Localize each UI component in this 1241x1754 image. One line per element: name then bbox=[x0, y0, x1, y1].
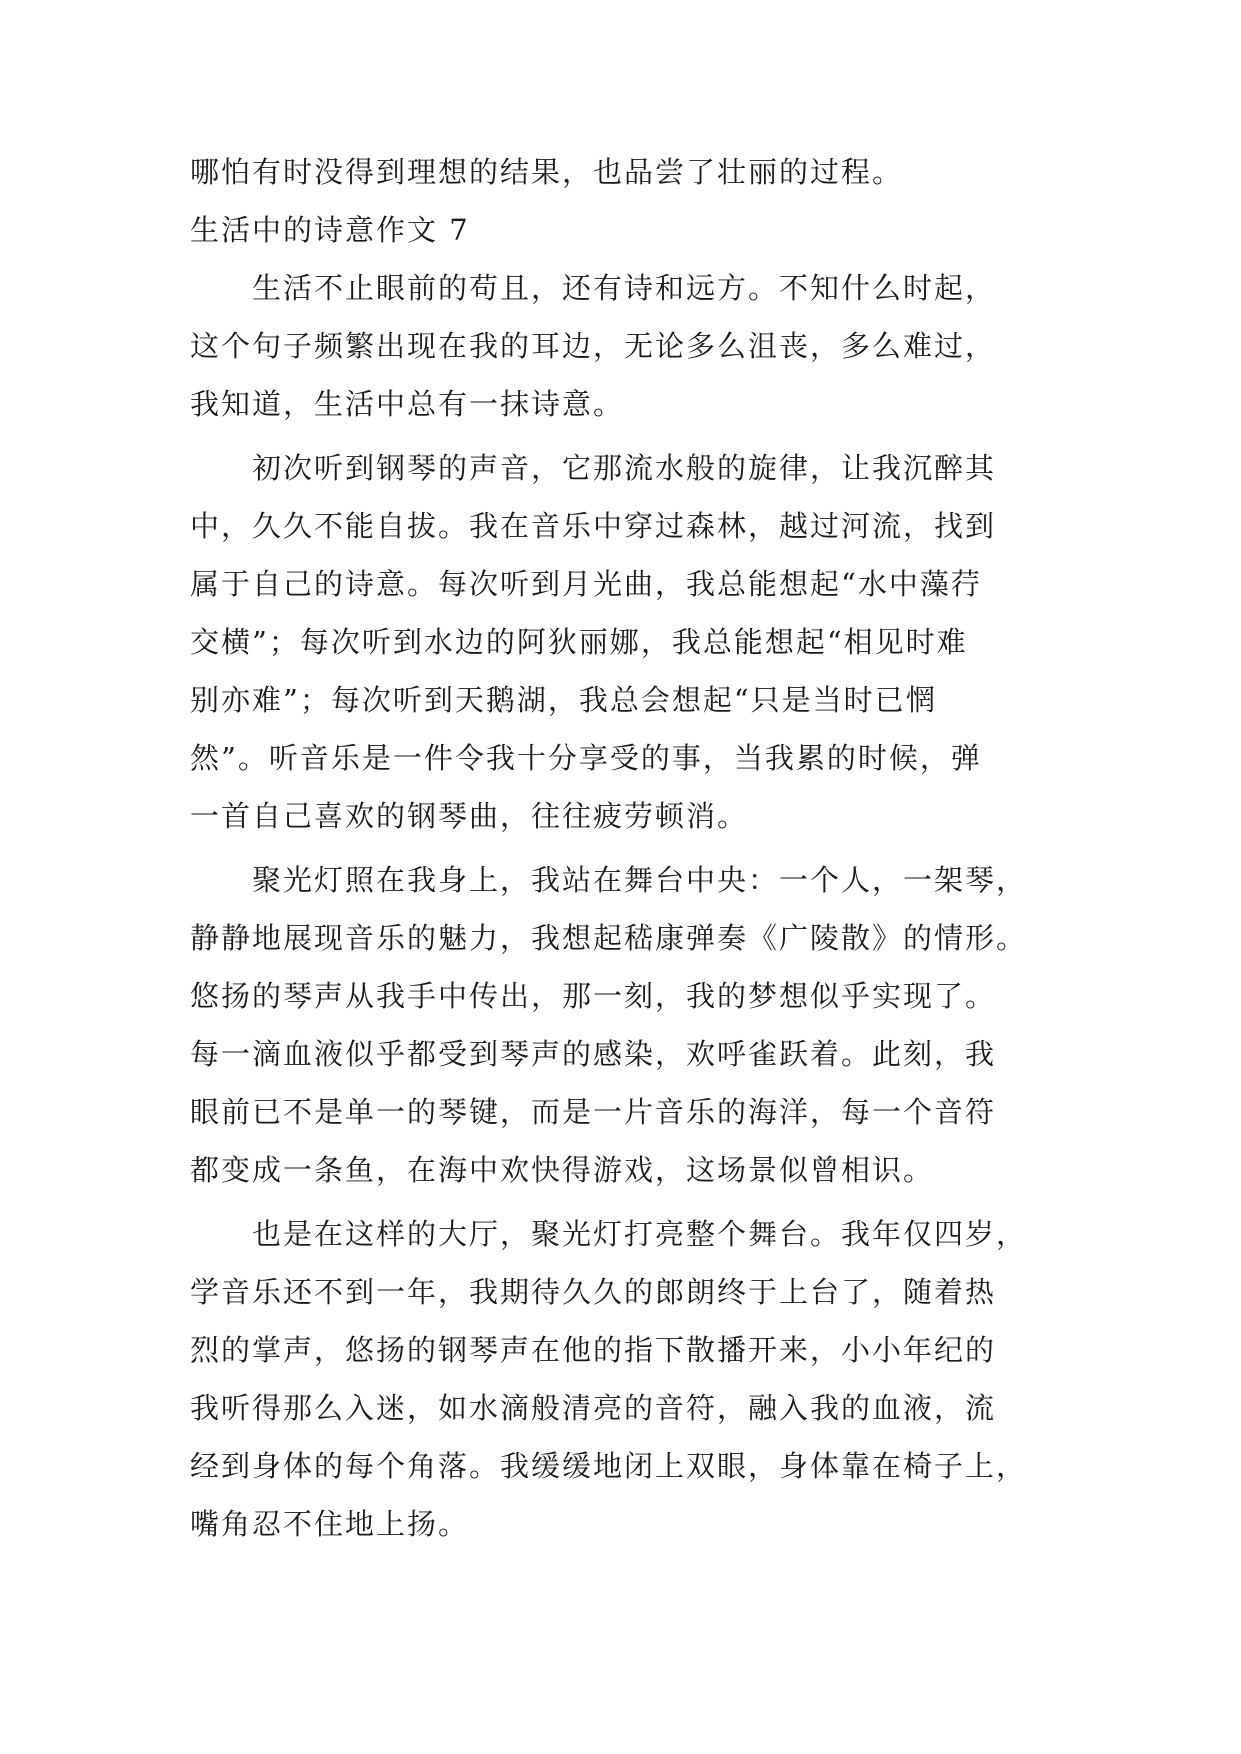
text-line: 烈的掌声，悠扬的钢琴声在他的指下散播开来，小小年纪的 bbox=[190, 1333, 997, 1367]
text-line: 悠扬的琴声从我手中传出，那一刻，我的梦想似乎实现了。 bbox=[190, 979, 997, 1013]
text-line: 交横”；每次听到水边的阿狄丽娜，我总能想起“相见时难 bbox=[190, 625, 968, 659]
text-line: 每一滴血液似乎都受到琴声的感染，欢呼雀跃着。此刻，我 bbox=[190, 1037, 997, 1071]
text-line: 中，久久不能自拔。我在音乐中穿过森林，越过河流，找到 bbox=[190, 509, 997, 543]
text-line: 也是在这样的大厅，聚光灯打亮整个舞台。我年仅四岁， bbox=[252, 1217, 1028, 1251]
text-line: 静静地展现音乐的魅力，我想起嵇康弹奏《广陵散》的情形。 bbox=[190, 921, 1028, 955]
text-line: 眼前已不是单一的琴键，而是一片音乐的海洋，每一个音符 bbox=[190, 1095, 997, 1129]
text-line: 我知道，生活中总有一抹诗意。 bbox=[190, 387, 625, 421]
text-line: 我听得那么入迷，如水滴般清亮的音符，融入我的血液，流 bbox=[190, 1391, 997, 1425]
text-line: 属于自己的诗意。每次听到月光曲，我总能想起“水中藻荇 bbox=[190, 567, 982, 601]
text-line: 然”。听音乐是一件令我十分享受的事，当我累的时候，弹 bbox=[190, 741, 982, 775]
text-line: 聚光灯照在我身上，我站在舞台中央：一个人，一架琴， bbox=[252, 863, 1028, 897]
text-line: 初次听到钢琴的声音，它那流水般的旋律，让我沉醉其 bbox=[252, 451, 997, 485]
text-line: 这个句子频繁出现在我的耳边，无论多么沮丧，多么难过， bbox=[190, 329, 997, 363]
text-line: 哪怕有时没得到理想的结果，也品尝了壮丽的过程。 bbox=[190, 155, 904, 189]
document-body bbox=[190, 143, 1060, 1553]
text-line: 生活不止眼前的苟且，还有诗和远方。不知什么时起， bbox=[252, 271, 997, 305]
text-line: 经到身体的每个角落。我缓缓地闭上双眼，身体靠在椅子上， bbox=[190, 1449, 1028, 1483]
text-line: 都变成一条鱼，在海中欢快得游戏，这场景似曾相识。 bbox=[190, 1153, 935, 1187]
text-line: 学音乐还不到一年，我期待久久的郎朗终于上台了，随着热 bbox=[190, 1275, 997, 1309]
text-line: 别亦难”；每次听到天鹅湖，我总会想起“只是当时已惘 bbox=[190, 683, 937, 717]
text-line: 一首自己喜欢的钢琴曲，往往疲劳顿消。 bbox=[190, 799, 749, 833]
text-line: 嘴角忍不住地上扬。 bbox=[190, 1507, 470, 1541]
section-title: 生活中的诗意作文 7 bbox=[190, 213, 470, 247]
